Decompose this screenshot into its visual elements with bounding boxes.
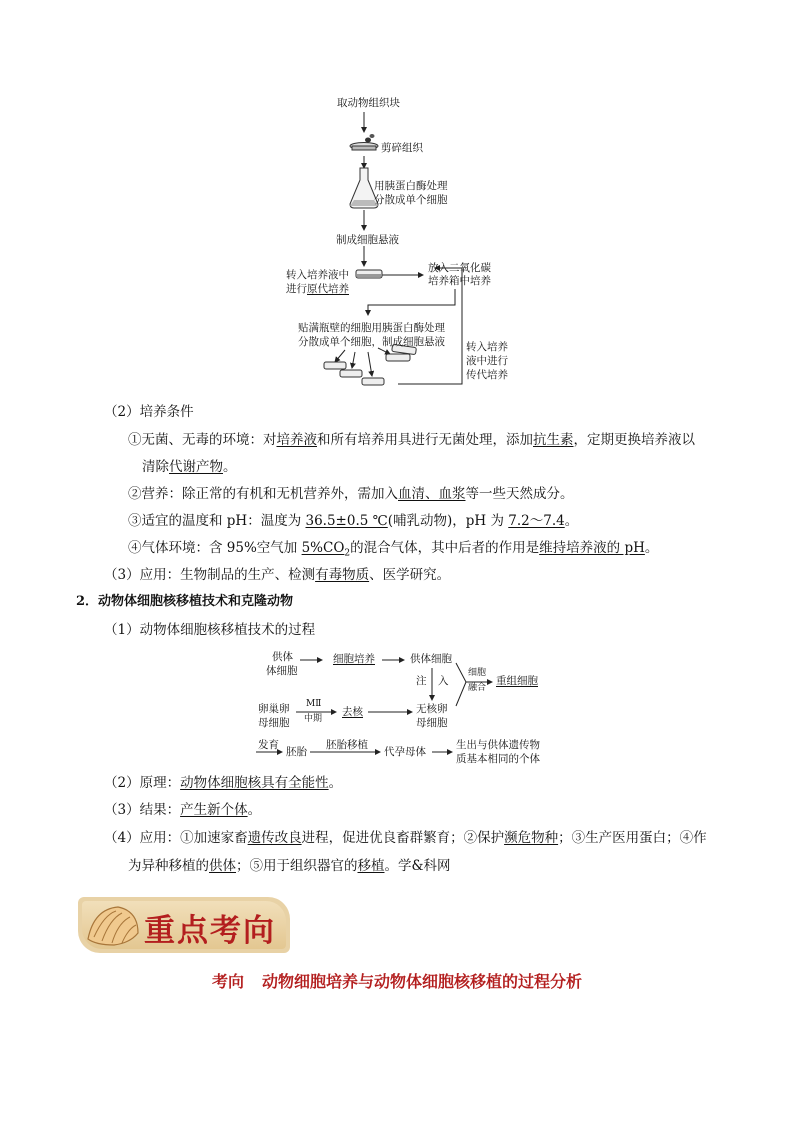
condition-item-1: ①无菌、无毒的环境：对培养液和所有培养用具进行无菌处理，添加抗生素，定期更换培养液以	[128, 432, 695, 448]
nt-enuc-l1: 无核卵	[416, 703, 448, 715]
flow-side-co2-l2: 培养箱中培养	[428, 275, 491, 287]
nt-recombined-cell: 重组细胞	[496, 675, 538, 687]
conditions-heading: （2）培养条件	[104, 404, 194, 420]
flow-step-transfer-l2: 进行原代培养	[286, 283, 349, 295]
nt-birth-l2: 质基本相同的个体	[456, 753, 540, 765]
flow-step-mince: 剪碎组织	[381, 142, 423, 154]
flow-right-l3: 传代培养	[466, 369, 508, 381]
flow-step-take-tissue: 取动物组织块	[337, 97, 400, 109]
nt-inject-b: 入	[438, 675, 449, 687]
application-1: （3）应用：生物制品的生产、检测有毒物质、医学研究。	[104, 567, 451, 583]
nt-donor-l1: 供体	[272, 651, 293, 663]
result-line: （3）结果：产生新个体。	[104, 802, 262, 818]
condition-item-2: ②营养：除正常的有机和无机营养外，需加入血清、血浆等一些天然成分。	[128, 486, 574, 502]
nt-fusion-l2: 融合	[468, 683, 487, 693]
seashell-icon	[84, 903, 142, 947]
nt-oocyte-l2: 母细胞	[258, 717, 290, 729]
nt-birth-l1: 生出与供体遗传物	[456, 739, 540, 751]
condition-item-4: ④气体环境：含 95%空气加 $5\%CO_2$的混合气体，其中后者的作用是维持培养液的 pH。	[128, 540, 659, 559]
topic-heading: 考向 动物细胞培养与动物体细胞核移植的过程分析	[211, 972, 583, 991]
section-2-title: 2．动物体细胞核移植技术和克隆动物	[76, 594, 294, 609]
condition-item-1-cont: 清除代谢产物。	[142, 459, 237, 475]
nt-mii-l2: 中期	[304, 714, 323, 724]
flow-step-confluent-l2: 分散成单个细胞，制成细胞悬液	[298, 336, 445, 348]
application-2-line-2: 为异种移植的供体；⑤用于组织器官的移植。学&科网	[128, 858, 451, 874]
nt-donor-l2: 体细胞	[266, 665, 298, 677]
flow-step-trypsin-l2: 分散成单个细胞	[374, 194, 448, 206]
flow-step-confluent-l1: 贴满瓶壁的细胞用胰蛋白酶处理	[298, 322, 445, 334]
flow-step-suspension: 制成细胞悬液	[336, 234, 399, 246]
nt-transfer: 胚胎移植	[326, 739, 368, 751]
nt-oocyte-l1: 卵巢卵	[258, 703, 290, 715]
flow-side-co2-l1: 放入二氧化碳	[428, 262, 491, 274]
nt-embryo: 胚胎	[286, 746, 307, 758]
culture-bottle-icon	[356, 270, 382, 278]
section-2-sub-1: （1）动物体细胞核移植技术的过程	[104, 622, 316, 638]
nt-inject-a: 注	[416, 675, 427, 687]
application-2-line-1: （4）应用：①加速家畜遗传改良进程，促进优良畜群繁育；②保护濒危物种；③生产医用蛋白；④作	[104, 830, 707, 846]
nt-develop: 发育	[258, 739, 279, 751]
nt-enuc-l2: 母细胞	[416, 717, 448, 729]
nt-fusion-l1: 细胞	[468, 668, 487, 678]
principle-line: （2）原理：动物体细胞核具有全能性。	[104, 775, 343, 791]
nt-donor-cell: 供体细胞	[410, 653, 452, 665]
nt-mii-l1: MⅡ	[306, 699, 322, 709]
condition-item-3: ③适宜的温度和 pH：温度为 36.5±0.5 ℃(哺乳动物)，pH 为 7.2～7.4。	[128, 513, 579, 529]
nt-cell-culture: 细胞培养	[333, 653, 375, 665]
flow-right-l1: 转入培养	[466, 341, 508, 353]
nt-enucleate: 去核	[342, 706, 363, 718]
flow-step-transfer-l1: 转入培养液中	[286, 269, 349, 281]
flow-step-trypsin-l1: 用胰蛋白酶处理	[374, 180, 448, 192]
nt-surrogate: 代孕母体	[384, 746, 426, 758]
flow-right-l2: 液中进行	[466, 355, 508, 367]
key-topics-banner	[78, 897, 290, 953]
petri-dish-icon	[350, 134, 378, 150]
banner-title: 重点考向	[144, 913, 276, 949]
